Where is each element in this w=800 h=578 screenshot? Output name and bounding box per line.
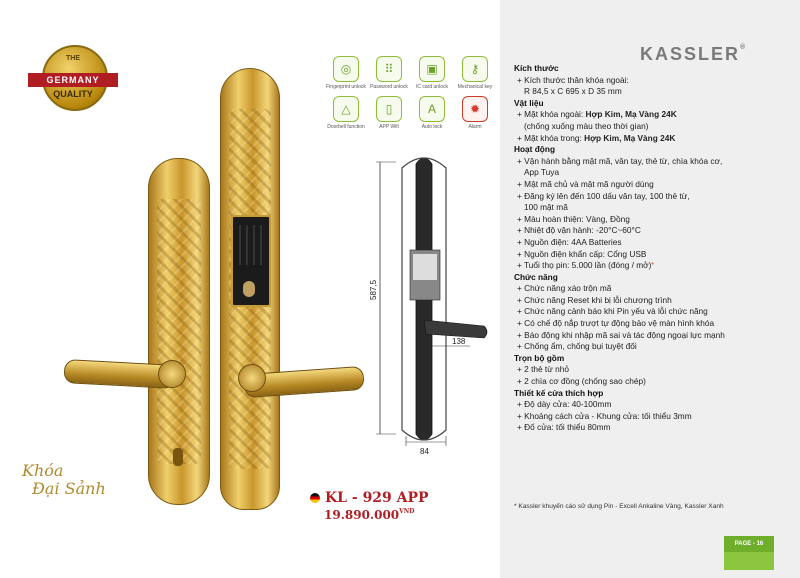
spec-item: + Khoảng cách cửa - Khung cửa: tối thiểu 3mm (517, 410, 692, 421)
logo-text: KASSLER (640, 44, 741, 64)
spec-item: + Đăng ký lên đến 100 dấu vân tay, 100 thẻ từ, (517, 190, 690, 201)
germany-quality-badge (28, 45, 118, 115)
dimension-schematic (366, 150, 506, 460)
fingerprint-icon: ◎ (333, 56, 359, 82)
brand-script-line2: Đại Sảnh (32, 479, 106, 498)
fingerprint-sensor (243, 281, 255, 297)
spec-item: + Nhiệt độ vận hành: -20°C~60°C (517, 225, 641, 236)
keypad-panel (231, 215, 271, 307)
section-title: Kích thước (514, 63, 559, 73)
width-dimension-label: 84 (420, 447, 429, 456)
feature-ic-card (412, 56, 452, 90)
keypad-icon: ⠿ (376, 56, 402, 82)
brand-script-line1: Khóa (22, 461, 64, 480)
spec-item: + Chức năng Reset khi bị lỗi chương trình (517, 294, 672, 305)
logo-mark: ® (740, 44, 748, 51)
card-icon: ▣ (419, 56, 445, 82)
page-number-tag: PAGE - 16 (724, 536, 774, 552)
spec-item: + Nguồn điện: 4AA Batteries (517, 236, 622, 247)
section-title: Trọn bộ gồm (514, 352, 565, 363)
footnote-star: * (651, 262, 655, 270)
feature-label: Doorbell function (327, 124, 365, 130)
spec-item: + Vận hành bằng mật mã, vân tay, thẻ từ, chìa khóa cơ, (517, 155, 723, 166)
key-icon: ⚷ (462, 56, 488, 82)
feature-doorbell (326, 96, 366, 130)
footnote-star: * (514, 503, 517, 510)
spec-subline: 100 mật mã (524, 202, 568, 213)
spec-item: + 2 chìa cơ đồng (chống sao chép) (517, 376, 646, 387)
spec-subline: R 84,5 x C 695 x D 35 mm (524, 86, 622, 97)
spec-item: + Đố cửa: tối thiểu 80mm (517, 422, 611, 433)
price-currency: VND (399, 508, 415, 515)
feature-mechanical-key (455, 56, 495, 90)
section-title: Vật liệu (514, 97, 544, 108)
alarm-icon: ✹ (462, 96, 488, 122)
spec-item: + Mặt khóa trong: Hợp Kim, Mạ Vàng 24K (517, 132, 676, 143)
outer-rosette (158, 360, 186, 388)
spec-item: + Chức năng cảnh báo khi Pin yếu và lỗi chức năng (517, 306, 708, 317)
badge-top-text: THE (66, 55, 80, 62)
feature-password (369, 56, 409, 90)
handle-dimension-label: 138 (452, 337, 466, 346)
model-price: 19.890.000 (324, 508, 400, 522)
page-tag-accent (724, 552, 774, 570)
feature-fingerprint (326, 56, 366, 90)
spec-item: + Có chế độ nắp trượt tự động bảo vệ màn hình khóa (517, 318, 715, 329)
feature-label: Auto lock (421, 124, 443, 130)
feature-alarm (455, 96, 495, 130)
spec-item: + Mặt khóa ngoài: Hợp Kim, Mạ Vàng 24K (517, 109, 677, 120)
height-dimension-label: 587,5 (369, 279, 378, 300)
feature-label: Alarm (468, 124, 482, 130)
brand-script (22, 462, 132, 498)
spec-item: + Mật mã chủ và mật mã người dùng (517, 178, 654, 189)
spec-list (514, 63, 794, 434)
spec-item: + 2 thẻ từ nhỏ (517, 364, 569, 375)
feature-label: Mechanical key (457, 84, 493, 90)
badge-ribbon-text: GERMANY (28, 73, 118, 87)
footnote-text: Kassler khuyến cáo sử dụng Pin - Excell Ankaline Vàng, Kassler Xanh (518, 503, 724, 510)
battery-footnote (514, 503, 794, 510)
phone-icon: ▯ (376, 96, 402, 122)
spec-item: + Tuổi thọ pin: 5.000 lần (đóng / mở)* (517, 260, 655, 271)
feature-label: IC card unlock (416, 84, 448, 90)
model-block (310, 490, 440, 522)
spec-subline: App Tuya (524, 167, 560, 178)
brand-logo (640, 44, 747, 65)
spec-item: + Độ dày cửa: 40-100mm (517, 399, 612, 410)
spec-item: + Kích thước thân khóa ngoài: (517, 74, 629, 85)
model-name: KL - 929 APP (325, 490, 429, 506)
feature-label: APP Wifi (379, 124, 399, 130)
spec-subline: (chống xuống màu theo thời gian) (524, 120, 649, 131)
autolock-icon: A (419, 96, 445, 122)
inner-rosette (238, 364, 266, 392)
feature-auto-lock (412, 96, 452, 130)
spec-item: + Nguồn điện khẩn cấp: Cổng USB (517, 248, 647, 259)
key-cylinder (173, 448, 183, 466)
section-title: Hoạt động (514, 144, 556, 155)
section-title: Chức năng (514, 271, 558, 282)
spec-item: + Chống ẩm, chống bụi tuyệt đối (517, 341, 637, 352)
spec-item: + Chức năng xáo trộn mã (517, 283, 612, 294)
spec-item: + Báo động khi nhập mã sai và tác động ngoại lực mạnh (517, 329, 725, 340)
feature-app-wifi (369, 96, 409, 130)
feature-label: Fingerprint unlock (326, 84, 366, 90)
section-title: Thiết kế cửa thích hợp (514, 387, 604, 398)
feature-label: Password unlock (370, 84, 408, 90)
bell-icon: △ (333, 96, 359, 122)
spec-item: + Màu hoàn thiện: Vàng, Đồng (517, 213, 630, 224)
germany-flag-icon (310, 493, 320, 503)
badge-bottom-text: QUALITY (53, 89, 93, 99)
